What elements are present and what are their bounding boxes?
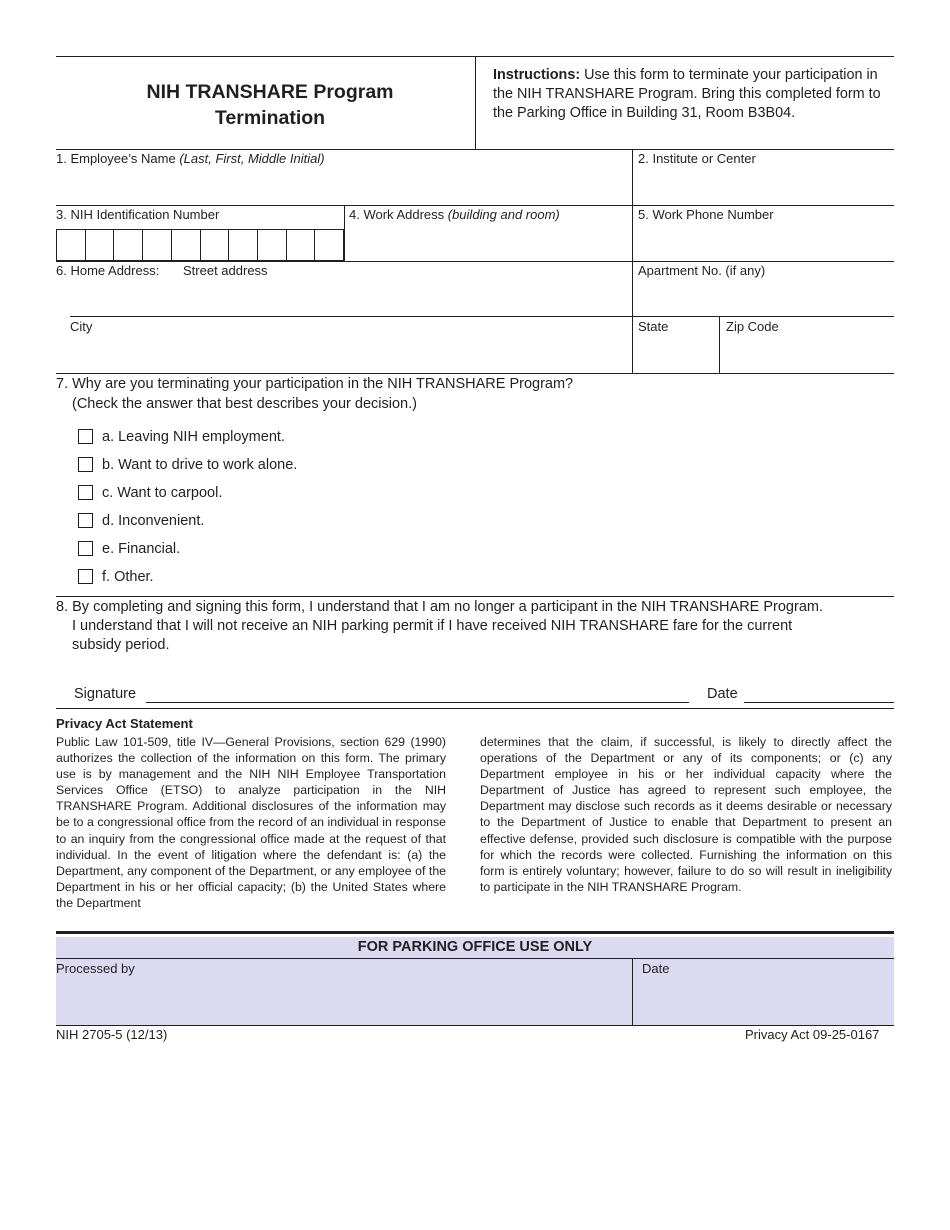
option-d-checkbox[interactable]	[78, 513, 93, 528]
work-phone-label: 5. Work Phone Number	[638, 207, 774, 222]
processed-by-label: Processed by	[56, 961, 135, 976]
option-f-label: f. Other.	[102, 569, 154, 585]
work-address-field[interactable]	[346, 224, 631, 261]
instructions-label: Instructions:	[493, 67, 581, 83]
row1-rule	[56, 205, 894, 206]
nih-id-digit[interactable]	[114, 230, 143, 260]
state-label: State	[638, 319, 669, 334]
row4-divider	[719, 316, 720, 373]
office-heading-rule	[56, 958, 894, 959]
form-number: NIH 2705-5 (12/13)	[56, 1027, 168, 1042]
question8-line3: subsidy period.	[72, 637, 170, 653]
employee-name-field[interactable]	[56, 168, 632, 205]
apartment-label: Apartment No. (if any)	[638, 263, 766, 278]
option-d-label: d. Inconvenient.	[102, 513, 205, 529]
date-label: Date	[707, 686, 738, 702]
employee-name-hint: (Last, First, Middle Initial)	[179, 151, 325, 166]
option-b-checkbox[interactable]	[78, 457, 93, 472]
question7-hint: (Check the answer that best describes your decision.)	[72, 396, 417, 412]
zip-label: Zip Code	[726, 319, 779, 334]
office-bottom-rule	[56, 1025, 894, 1026]
nih-id-digit[interactable]	[143, 230, 172, 260]
row2-divider-b	[632, 205, 633, 261]
option-e-label: e. Financial.	[102, 541, 181, 557]
question8-line2: I understand that I will not receive an NIH parking permit if I have received NIH TRANSHARE fare for the current	[72, 618, 793, 634]
work-address-label	[349, 207, 560, 223]
work-address-hint: (building and room)	[447, 207, 560, 222]
home-address-label: 6. Home Address:	[56, 263, 160, 278]
instructions-text: Use this form to terminate your participation in the NIH TRANSHARE Program. Bring this completed form to the Parking Office in Building 31, Room B3B04.	[493, 67, 881, 121]
nih-id-digit[interactable]	[258, 230, 287, 260]
option-c-label: c. Want to carpool.	[102, 485, 223, 501]
processed-by-field[interactable]	[56, 978, 631, 1024]
q8-rule	[56, 708, 894, 709]
option-a-checkbox[interactable]	[78, 429, 93, 444]
institute-field[interactable]	[634, 168, 894, 205]
office-heading: FOR PARKING OFFICE USE ONLY	[357, 939, 593, 955]
row3-divider	[632, 261, 633, 373]
city-field[interactable]	[70, 336, 630, 373]
title-line-2: Termination	[214, 107, 326, 129]
nih-id-label: 3. NIH Identification Number	[56, 207, 220, 222]
apartment-field[interactable]	[634, 280, 894, 316]
city-label: City	[70, 319, 93, 334]
privacy-heading: Privacy Act Statement	[56, 716, 193, 731]
question8-line1: 8. By completing and signing this form, I understand that I am no longer a participant in the NIH TRANSHARE Program.	[56, 599, 823, 615]
form-title	[56, 79, 484, 131]
privacy-column-1: Public Law 101-509, title IV—General Provisions, section 629 (1990) authorizes the collection of the information on this form. The primary use is by management and the NIH NIH Employee Transportation Services Office (ETSO) to analyze participation in the NIH TRANSHARE Program. Additional disclosures of the information may be to a congressional office from the record of an individual in response to an inquiry from the congressional office made at the request of that individual. In the event of litigation where the defendant is: (a) the Department, any component of the Department, or any employee of the Department in his or her official capacity; (b) the United States where the Department	[56, 735, 446, 910]
option-c-checkbox[interactable]	[78, 485, 93, 500]
privacy-column-2: determines that the claim, if successful, is likely to directly affect the operations of the Department or any of its components; or (c) any Department employee in his or her individual capacity where the Department of Justice has agreed to represent such employee, the Department may disclose such records as it deems desirable or necessary to the Department of Justice to enable that Department to present an effective defense, provided such disclosure is compatible with the purpose for which the records were collected. Furnishing the information on this form is entirely voluntary; however, failure to do so will result in ineligibility to participate in the NIH TRANSHARE Program.	[480, 735, 892, 894]
signature-line[interactable]	[146, 702, 689, 703]
zip-field[interactable]	[721, 336, 894, 373]
instructions	[493, 66, 885, 123]
work-address-text: 4. Work Address	[349, 207, 448, 222]
nih-id-digit[interactable]	[201, 230, 230, 260]
option-f-checkbox[interactable]	[78, 569, 93, 584]
office-divider	[632, 958, 633, 1025]
row1-divider	[632, 149, 633, 205]
option-b-label: b. Want to drive to work alone.	[102, 457, 298, 473]
employee-name-label	[56, 151, 325, 167]
option-a-label: a. Leaving NIH employment.	[102, 429, 285, 445]
header-bottom-rule	[56, 149, 894, 150]
nih-id-digit[interactable]	[86, 230, 115, 260]
row2-divider-a	[344, 205, 345, 261]
nih-id-boxes[interactable]	[56, 229, 344, 261]
title-line-1: NIH TRANSHARE Program	[146, 81, 394, 103]
nih-id-digit[interactable]	[287, 230, 316, 260]
option-e-checkbox[interactable]	[78, 541, 93, 556]
privacy-act-number: Privacy Act 09-25-0167	[745, 1027, 880, 1042]
office-date-label: Date	[642, 961, 670, 976]
office-top-thick-rule	[56, 931, 894, 934]
employee-name-text: 1. Employee’s Name	[56, 151, 180, 166]
nih-id-digit[interactable]	[57, 230, 86, 260]
work-phone-field[interactable]	[634, 224, 894, 261]
question7-text: 7. Why are you terminating your participation in the NIH TRANSHARE Program?	[56, 376, 574, 392]
signature-label: Signature	[74, 686, 137, 702]
date-line[interactable]	[744, 702, 894, 703]
street-field[interactable]	[70, 280, 630, 316]
row3-rule	[70, 316, 894, 317]
nih-id-digit[interactable]	[229, 230, 258, 260]
state-field[interactable]	[634, 336, 718, 373]
nih-id-digit[interactable]	[172, 230, 201, 260]
street-label: Street address	[183, 263, 268, 278]
row2-rule	[56, 261, 894, 262]
office-date-field[interactable]	[634, 978, 894, 1024]
institute-label: 2. Institute or Center	[638, 151, 756, 166]
nih-id-digit[interactable]	[315, 230, 343, 260]
